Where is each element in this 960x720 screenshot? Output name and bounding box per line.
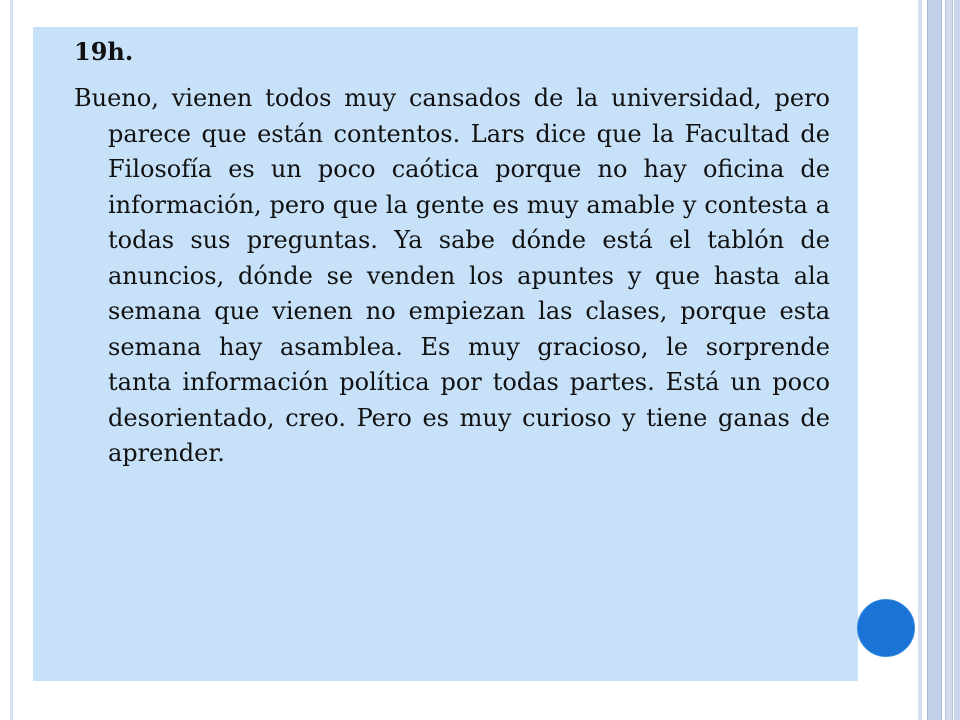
body-paragraph: Bueno, vienen todos muy cansados de la universidad, pero parece que están contentos. Lars dice que la Facultad de Filosofía es un poco caótica porque no hay oficina de información, pero que la gente es muy amable y contesta a todas sus preguntas. Ya sabe dónde está el tablón de anuncios, dónde se venden los apuntes y que hasta ala semana que vienen no empiezan las clases, porque esta semana hay asamblea. Es muy gracioso, le sorprende tanta información política por todas partes. Está un poco desorientado, creo. Pero es muy curioso y tiene ganas de aprender. [74,84,830,467]
right-decorative-rail-3 [945,0,953,720]
right-decorative-rail-1 [918,0,922,720]
text-content-box [33,27,858,681]
time-heading: 19h. [74,37,134,66]
right-decorative-rail-4 [954,0,960,720]
decorative-circle [857,599,915,657]
left-decorative-rail [10,0,13,720]
right-decorative-rail-2 [927,0,942,720]
